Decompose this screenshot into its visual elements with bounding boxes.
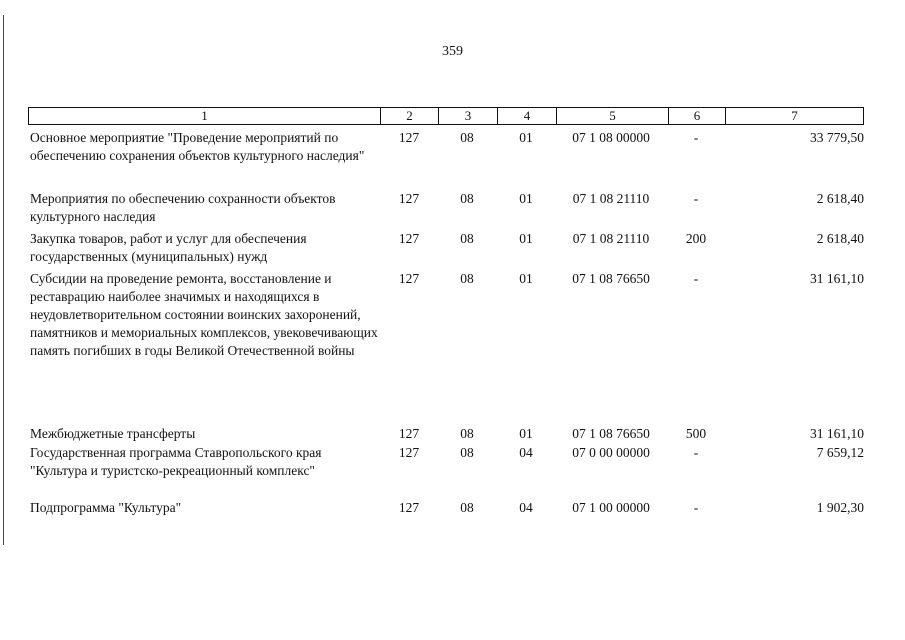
header-col-3: 3 [439,108,498,124]
row-col-4: 01 [519,426,533,441]
header-col-1: 1 [29,108,381,124]
row-col-7: 31 161,10 [810,426,864,441]
row-col-3: 08 [460,426,474,441]
row-col-5: 07 1 08 00000 [572,130,650,145]
left-margin-line [3,15,4,545]
row-col-3: 08 [460,130,474,145]
row-col-2: 127 [398,191,420,206]
row-col-6: 500 [685,426,707,441]
row-description: Мероприятия по обеспечению сохранности объектов культурного наследия [30,191,336,224]
row-col-5: 07 1 08 76650 [572,426,650,441]
row-col-3: 08 [460,231,474,246]
row-col-6: 200 [685,231,707,246]
row-col-7: 2 618,40 [816,191,864,206]
row-col-4: 01 [519,130,533,145]
row-col-2: 127 [398,231,420,246]
header-col-5: 5 [557,108,669,124]
row-col-4: 01 [519,231,533,246]
row-col-3: 08 [460,500,474,515]
row-col-3: 08 [460,445,474,460]
row-col-2: 127 [398,500,420,515]
row-col-6: - [693,130,699,145]
table-header [28,107,864,125]
row-col-2: 127 [398,130,420,145]
row-description: Межбюджетные трансферты [30,426,196,441]
row-col-4: 04 [519,500,533,515]
row-col-6: - [693,271,699,286]
row-col-5: 07 1 00 00000 [572,500,650,515]
row-col-7: 33 779,50 [810,130,864,145]
row-col-5: 07 1 08 76650 [572,271,650,286]
row-col-5: 07 1 08 21110 [572,231,650,246]
row-col-3: 08 [460,271,474,286]
row-description: Субсидии на проведение ремонта, восстановление и реставрацию наиболее значимых и находящихся в неудовлетворительном состоянии воинских захоронений, памятников и мемориальных комплексов, увековечивающих память погибших в годы Великой Отечественной войны [30,271,378,358]
page-number: 359 [442,44,463,59]
row-col-2: 127 [398,426,420,441]
row-col-5: 07 0 00 00000 [572,445,650,460]
row-col-2: 127 [398,271,420,286]
header-col-6: 6 [669,108,726,124]
header-col-7: 7 [791,108,798,123]
row-col-6: - [693,191,699,206]
row-col-5: 07 1 08 21110 [572,191,650,206]
row-col-3: 08 [460,191,474,206]
row-col-4: 01 [519,191,533,206]
row-col-7: 1 902,30 [816,500,864,515]
row-description: Подпрограмма "Культура" [30,500,182,515]
row-col-2: 127 [398,445,420,460]
row-description: Основное мероприятие "Проведение мероприятий по обеспечению сохранения объектов культурного наследия" [30,130,365,163]
row-col-4: 01 [519,271,533,286]
row-col-6: - [693,500,699,515]
row-col-4: 04 [519,445,533,460]
row-description: Закупка товаров, работ и услуг для обеспечения государственных (муниципальных) нужд [30,231,307,264]
header-col-2: 2 [381,108,439,124]
row-description: Государственная программа Ставропольского края "Культура и туристско-рекреационный комплекс" [30,445,322,478]
header-col-4: 4 [498,108,557,124]
row-col-7: 2 618,40 [816,231,864,246]
row-col-7: 7 659,12 [816,445,864,460]
row-col-7: 31 161,10 [810,271,864,286]
row-col-6: - [693,445,699,460]
